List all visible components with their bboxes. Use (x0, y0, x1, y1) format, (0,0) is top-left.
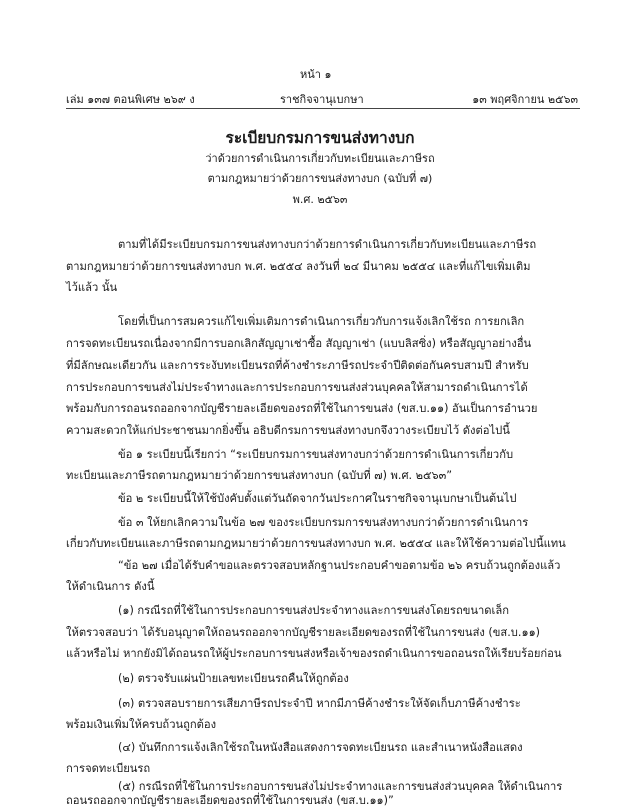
body-line: พร้อมกับการถอนรถออกจากบัญชีรายละเอียดของรถที่ใช้ในการขนส่ง (ขส.บ.๑๑) อันเป็นการอำนวย (66, 402, 538, 415)
body-line: ให้ตรวจสอบว่า ได้รับอนุญาตให้ถอนรถออกจากบัญชีรายละเอียดของรถที่ใช้ในการขนส่ง (ขส.บ.๑๑) (66, 626, 541, 639)
body-line: (๑) กรณีรถที่ใช้ในการประกอบการขนส่งประจำทางและการขนส่งโดยรถขนาดเล็ก (118, 604, 510, 617)
title-year: พ.ศ. ๒๕๖๓ (292, 193, 348, 206)
gazette-header (66, 90, 578, 104)
body-line: ตามที่ได้มีระเบียบกรมการขนส่งทางบกว่าด้วยการดำเนินการเกี่ยวกับทะเบียนและภาษีรถ (118, 238, 537, 251)
body-line: ถอนรถออกจากบัญชีรายละเอียดของรถที่ใช้ในการขนส่ง (ขส.บ.๑๑)” (66, 794, 394, 807)
body-line: พร้อมเงินเพิ่มให้ครบถ้วนถูกต้อง (66, 718, 217, 731)
issue-date: ๑๓ พฤศจิกายน ๒๕๖๓ (472, 93, 578, 106)
gazette-name: ราชกิจจานุเบกษา (280, 93, 364, 106)
body-line: การจดทะเบียนรถเนื่องจากมีการบอกเลิกสัญญาเช่าซื้อ สัญญาเช่า (แบบลิสซิ่ง) หรือสัญญาอย่างอื่น (66, 337, 532, 350)
body-line: การประกอบการขนส่งไม่ประจำทางและการประกอบการขนส่งส่วนบุคคลให้สามารถดำเนินการได้ (66, 381, 528, 394)
body-line: โดยที่เป็นการสมควรแก้ไขเพิ่มเติมการดำเนินการเกี่ยวกับการแจ้งเลิกใช้รถ การยกเลิก (118, 315, 525, 328)
body-line: ตามกฎหมายว่าด้วยการขนส่งทางบก พ.ศ. ๒๕๕๔ ลงวันที่ ๒๔ มีนาคม ๒๕๕๔ และที่แก้ไขเพิ่มเติม (66, 260, 531, 273)
body-line: ข้อ ๑ ระเบียบนี้เรียกว่า “ระเบียบกรมการขนส่งทางบกว่าด้วยการดำเนินการเกี่ยวกับ (118, 448, 514, 461)
book-issue: เล่ม ๑๓๗ ตอนพิเศษ ๒๖๙ ง (66, 93, 195, 106)
body-line: ความสะดวกให้แก่ประชาชนมากยิ่งขึ้น อธิบดีกรมการขนส่งทางบกจึงวางระเบียบไว้ ดังต่อไปนี้ (66, 424, 510, 437)
body-line: (๔) บันทึกการแจ้งเลิกใช้รถในหนังสือแสดงการจดทะเบียนรถ และสำเนาหนังสือแสดง (118, 741, 523, 754)
body-line: ไว้แล้ว นั้น (66, 281, 118, 294)
body-line: ให้ดำเนินการ ดังนี้ (66, 580, 155, 593)
document-title: ระเบียบกรมการขนส่งทางบก (225, 129, 415, 147)
body-line: (๕) กรณีรถที่ใช้ในการประกอบการขนส่งไม่ประจำทางและการขนส่งส่วนบุคคล ให้ดำเนินการ (118, 780, 563, 793)
body-line: ข้อ ๒ ระเบียบนี้ให้ใช้บังคับตั้งแต่วันถัดจากวันประกาศในราชกิจจานุเบกษาเป็นต้นไป (118, 492, 517, 505)
body-line: ทะเบียนและภาษีรถตามกฎหมายว่าด้วยการขนส่งทางบก (ฉบับที่ ๗) พ.ศ. ๒๕๖๓” (66, 469, 453, 482)
title-line-2: ตามกฎหมายว่าด้วยการขนส่งทางบก (ฉบับที่ ๗) (207, 172, 433, 185)
body-line: การจดทะเบียนรถ (66, 762, 151, 775)
body-line: ที่มีลักษณะเดียวกัน และการระงับทะเบียนรถที่ค้างชำระภาษีรถประจำปีติดต่อกันครบสามปี สำหรับ (66, 359, 529, 372)
title-line-1: ว่าด้วยการดำเนินการเกี่ยวกับทะเบียนและภาษีรถ (205, 152, 435, 165)
header-rule (66, 108, 580, 109)
body-line: (๓) ตรวจสอบรายการเสียภาษีรถประจำปี หากมีภาษีค้างชำระให้จัดเก็บภาษีค้างชำระ (118, 697, 521, 710)
body-line: ข้อ ๓ ให้ยกเลิกความในข้อ ๒๗ ของระเบียบกรมการขนส่งทางบกว่าด้วยการดำเนินการ (118, 516, 529, 529)
body-line: แล้วหรือไม่ หากยังมิได้ถอนรถให้ผู้ประกอบการขนส่งหรือเจ้าของรถดำเนินการขอถอนรถให้เรียบร้อยก่อน (66, 647, 562, 660)
page-number: หน้า ๑ (300, 68, 332, 81)
body-line: เกี่ยวกับทะเบียนและภาษีรถตามกฎหมายว่าด้วยการขนส่งทางบก พ.ศ. ๒๕๕๔ และให้ใช้ความต่อไปนี้แทน (66, 537, 566, 550)
body-line: “ข้อ ๒๗ เมื่อได้รับคำขอและตรวจสอบหลักฐานประกอบคำขอตามข้อ ๒๖ ครบถ้วนถูกต้องแล้ว (118, 559, 561, 572)
body-line: (๒) ตรวจรับแผ่นป้ายเลขทะเบียนรถคืนให้ถูกต้อง (118, 672, 349, 685)
